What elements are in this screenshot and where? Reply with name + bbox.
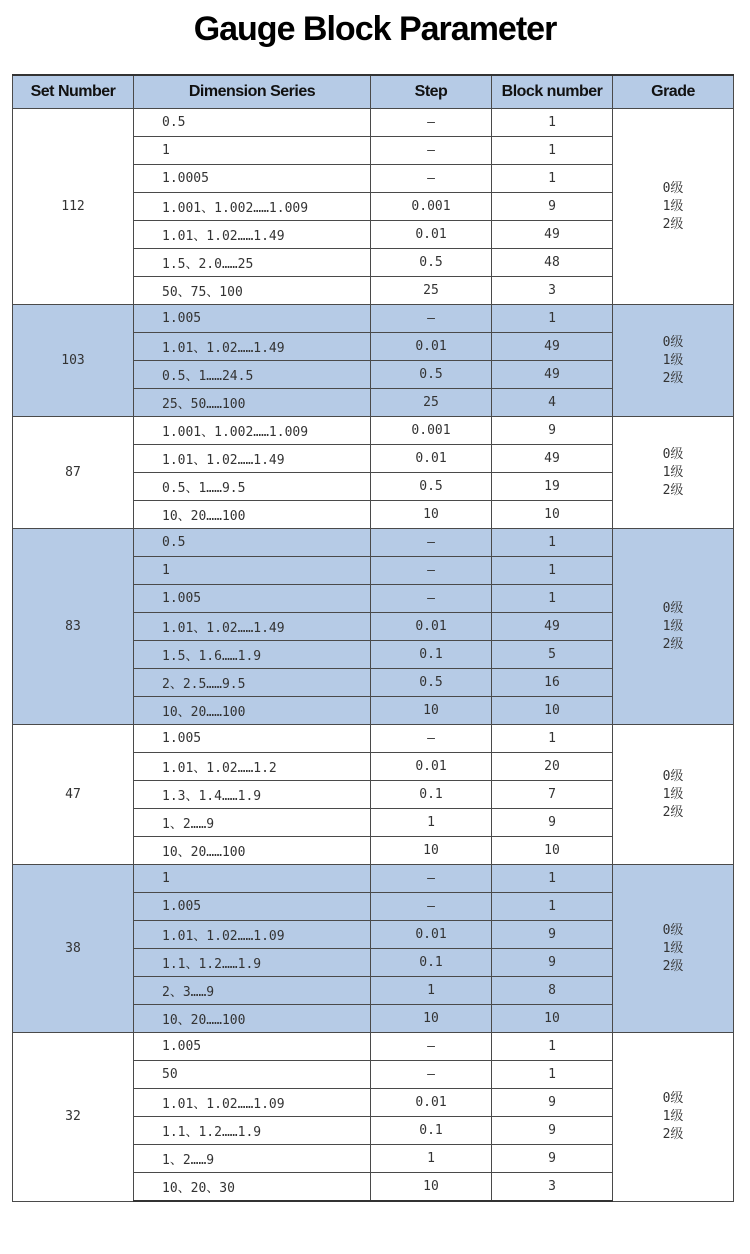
grade-label: 0级 bbox=[662, 768, 684, 784]
header-set-number: Set Number bbox=[13, 75, 134, 109]
dimension-series-cell: 1 bbox=[134, 137, 371, 165]
dimension-series-cell: 1.1、1.2……1.9 bbox=[134, 1117, 371, 1145]
dimension-series-cell: 1.001、1.002……1.009 bbox=[134, 417, 371, 445]
block-number-cell: 49 bbox=[492, 221, 613, 249]
dimension-series-cell: 0.5 bbox=[134, 109, 371, 137]
dimension-series-cell: 1.01、1.02……1.09 bbox=[134, 921, 371, 949]
block-number-cell: 4 bbox=[492, 389, 613, 417]
dimension-series-cell: 1.01、1.02……1.49 bbox=[134, 613, 371, 641]
set-number-cell: 47 bbox=[13, 725, 134, 865]
block-number-cell: 48 bbox=[492, 249, 613, 277]
step-cell: 0.01 bbox=[371, 445, 492, 473]
grade-label: 1级 bbox=[662, 464, 684, 480]
step-cell: 10 bbox=[371, 697, 492, 725]
dimension-series-cell: 1.01、1.02……1.09 bbox=[134, 1089, 371, 1117]
block-number-cell: 49 bbox=[492, 361, 613, 389]
table-row bbox=[13, 417, 734, 445]
set-number-cell: 32 bbox=[13, 1033, 134, 1202]
step-cell: — bbox=[371, 725, 492, 753]
dimension-series-cell: 10、20……100 bbox=[134, 501, 371, 529]
block-number-cell: 10 bbox=[492, 1005, 613, 1033]
block-number-cell: 9 bbox=[492, 417, 613, 445]
gauge-block-table bbox=[12, 74, 734, 1202]
grade-label: 2级 bbox=[662, 636, 684, 652]
block-number-cell: 9 bbox=[492, 193, 613, 221]
block-number-cell: 9 bbox=[492, 809, 613, 837]
step-cell: 0.01 bbox=[371, 613, 492, 641]
grade-label: 1级 bbox=[662, 618, 684, 634]
table-row bbox=[13, 725, 734, 753]
block-number-cell: 1 bbox=[492, 1061, 613, 1089]
grade-label: 0级 bbox=[662, 922, 684, 938]
block-number-cell: 3 bbox=[492, 1173, 613, 1202]
grade-label: 0级 bbox=[662, 334, 684, 350]
grade-label: 0级 bbox=[662, 600, 684, 616]
table-row bbox=[13, 305, 734, 333]
step-cell: 0.1 bbox=[371, 781, 492, 809]
dimension-series-cell: 1.005 bbox=[134, 305, 371, 333]
header-grade: Grade bbox=[613, 75, 734, 109]
dimension-series-cell: 1.005 bbox=[134, 725, 371, 753]
dimension-series-cell: 10、20、30 bbox=[134, 1173, 371, 1202]
grade-cell bbox=[613, 529, 734, 725]
block-number-cell: 19 bbox=[492, 473, 613, 501]
header-step: Step bbox=[371, 75, 492, 109]
step-cell: 0.5 bbox=[371, 473, 492, 501]
block-number-cell: 1 bbox=[492, 865, 613, 893]
step-cell: — bbox=[371, 557, 492, 585]
block-number-cell: 5 bbox=[492, 641, 613, 669]
grade-label: 1级 bbox=[662, 198, 684, 214]
block-number-cell: 1 bbox=[492, 725, 613, 753]
step-cell: 10 bbox=[371, 1173, 492, 1202]
block-number-cell: 1 bbox=[492, 109, 613, 137]
step-cell: 1 bbox=[371, 809, 492, 837]
step-cell: 0.1 bbox=[371, 641, 492, 669]
grade-cell bbox=[613, 417, 734, 529]
step-cell: 25 bbox=[371, 389, 492, 417]
block-number-cell: 9 bbox=[492, 949, 613, 977]
step-cell: — bbox=[371, 585, 492, 613]
header-block-number: Block number bbox=[492, 75, 613, 109]
step-cell: — bbox=[371, 1061, 492, 1089]
step-cell: 1 bbox=[371, 1145, 492, 1173]
table-row bbox=[13, 865, 734, 893]
block-number-cell: 1 bbox=[492, 893, 613, 921]
step-cell: 0.5 bbox=[371, 361, 492, 389]
block-number-cell: 1 bbox=[492, 137, 613, 165]
dimension-series-cell: 1 bbox=[134, 557, 371, 585]
dimension-series-cell: 2、2.5……9.5 bbox=[134, 669, 371, 697]
dimension-series-cell: 1 bbox=[134, 865, 371, 893]
grade-label: 0级 bbox=[662, 180, 684, 196]
block-number-cell: 9 bbox=[492, 1117, 613, 1145]
page-title: Gauge Block Parameter bbox=[193, 10, 557, 48]
grade-cell bbox=[613, 1033, 734, 1202]
dimension-series-cell: 1.5、2.0……25 bbox=[134, 249, 371, 277]
dimension-series-cell: 1.3、1.4……1.9 bbox=[134, 781, 371, 809]
dimension-series-cell: 2、3……9 bbox=[134, 977, 371, 1005]
block-number-cell: 1 bbox=[492, 165, 613, 193]
block-number-cell: 16 bbox=[492, 669, 613, 697]
dimension-series-cell: 10、20……100 bbox=[134, 1005, 371, 1033]
grade-label: 2级 bbox=[662, 804, 684, 820]
set-number-cell: 87 bbox=[13, 417, 134, 529]
block-number-cell: 1 bbox=[492, 1033, 613, 1061]
dimension-series-cell: 1.005 bbox=[134, 1033, 371, 1061]
block-number-cell: 8 bbox=[492, 977, 613, 1005]
step-cell: 10 bbox=[371, 501, 492, 529]
set-number-cell: 83 bbox=[13, 529, 134, 725]
step-cell: 0.5 bbox=[371, 249, 492, 277]
step-cell: 10 bbox=[371, 1005, 492, 1033]
step-cell: 0.01 bbox=[371, 921, 492, 949]
step-cell: — bbox=[371, 137, 492, 165]
block-number-cell: 49 bbox=[492, 613, 613, 641]
dimension-series-cell: 1.01、1.02……1.49 bbox=[134, 333, 371, 361]
grade-cell bbox=[613, 725, 734, 865]
step-cell: — bbox=[371, 1033, 492, 1061]
block-number-cell: 1 bbox=[492, 305, 613, 333]
dimension-series-cell: 10、20……100 bbox=[134, 837, 371, 865]
grade-cell bbox=[613, 865, 734, 1033]
step-cell: 0.1 bbox=[371, 949, 492, 977]
grade-label: 1级 bbox=[662, 352, 684, 368]
dimension-series-cell: 0.5、1……9.5 bbox=[134, 473, 371, 501]
step-cell: — bbox=[371, 165, 492, 193]
step-cell: — bbox=[371, 109, 492, 137]
step-cell: 10 bbox=[371, 837, 492, 865]
block-number-cell: 1 bbox=[492, 529, 613, 557]
table-row bbox=[13, 529, 734, 557]
step-cell: 0.1 bbox=[371, 1117, 492, 1145]
step-cell: 0.001 bbox=[371, 193, 492, 221]
block-number-cell: 1 bbox=[492, 557, 613, 585]
set-number-cell: 112 bbox=[13, 109, 134, 305]
dimension-series-cell: 25、50……100 bbox=[134, 389, 371, 417]
step-cell: 25 bbox=[371, 277, 492, 305]
grade-label: 2级 bbox=[662, 482, 684, 498]
dimension-series-cell: 1.01、1.02……1.2 bbox=[134, 753, 371, 781]
step-cell: 0.5 bbox=[371, 669, 492, 697]
step-cell: 0.01 bbox=[371, 221, 492, 249]
dimension-series-cell: 50 bbox=[134, 1061, 371, 1089]
table-row bbox=[13, 109, 734, 137]
dimension-series-cell: 1.005 bbox=[134, 585, 371, 613]
dimension-series-cell: 1.01、1.02……1.49 bbox=[134, 445, 371, 473]
dimension-series-cell: 1、2……9 bbox=[134, 809, 371, 837]
grade-label: 0级 bbox=[662, 446, 684, 462]
step-cell: — bbox=[371, 529, 492, 557]
dimension-series-cell: 10、20……100 bbox=[134, 697, 371, 725]
dimension-series-cell: 1.001、1.002……1.009 bbox=[134, 193, 371, 221]
block-number-cell: 9 bbox=[492, 1145, 613, 1173]
dimension-series-cell: 1.0005 bbox=[134, 165, 371, 193]
grade-label: 2级 bbox=[662, 216, 684, 232]
header-dimension-series: Dimension Series bbox=[134, 75, 371, 109]
step-cell: 0.01 bbox=[371, 333, 492, 361]
block-number-cell: 1 bbox=[492, 585, 613, 613]
step-cell: — bbox=[371, 305, 492, 333]
block-number-cell: 10 bbox=[492, 837, 613, 865]
dimension-series-cell: 1.005 bbox=[134, 893, 371, 921]
step-cell: — bbox=[371, 893, 492, 921]
grade-label: 2级 bbox=[662, 1126, 684, 1142]
grade-cell bbox=[613, 305, 734, 417]
block-number-cell: 49 bbox=[492, 445, 613, 473]
block-number-cell: 20 bbox=[492, 753, 613, 781]
dimension-series-cell: 1.1、1.2……1.9 bbox=[134, 949, 371, 977]
step-cell: 0.01 bbox=[371, 753, 492, 781]
block-number-cell: 49 bbox=[492, 333, 613, 361]
grade-label: 1级 bbox=[662, 786, 684, 802]
block-number-cell: 3 bbox=[492, 277, 613, 305]
dimension-series-cell: 1、2……9 bbox=[134, 1145, 371, 1173]
dimension-series-cell: 0.5、1……24.5 bbox=[134, 361, 371, 389]
grade-label: 1级 bbox=[662, 1108, 684, 1124]
block-number-cell: 7 bbox=[492, 781, 613, 809]
block-number-cell: 9 bbox=[492, 921, 613, 949]
grade-label: 2级 bbox=[662, 958, 684, 974]
dimension-series-cell: 1.5、1.6……1.9 bbox=[134, 641, 371, 669]
grade-label: 1级 bbox=[662, 940, 684, 956]
step-cell: 1 bbox=[371, 977, 492, 1005]
set-number-cell: 38 bbox=[13, 865, 134, 1033]
step-cell: — bbox=[371, 865, 492, 893]
grade-label: 0级 bbox=[662, 1090, 684, 1106]
block-number-cell: 10 bbox=[492, 697, 613, 725]
header-row bbox=[13, 75, 734, 109]
block-number-cell: 9 bbox=[492, 1089, 613, 1117]
dimension-series-cell: 50、75、100 bbox=[134, 277, 371, 305]
table-body bbox=[13, 109, 734, 1202]
block-number-cell: 10 bbox=[492, 501, 613, 529]
dimension-series-cell: 0.5 bbox=[134, 529, 371, 557]
table-row bbox=[13, 1033, 734, 1061]
set-number-cell: 103 bbox=[13, 305, 134, 417]
grade-cell bbox=[613, 109, 734, 305]
step-cell: 0.001 bbox=[371, 417, 492, 445]
step-cell: 0.01 bbox=[371, 1089, 492, 1117]
dimension-series-cell: 1.01、1.02……1.49 bbox=[134, 221, 371, 249]
grade-label: 2级 bbox=[662, 370, 684, 386]
